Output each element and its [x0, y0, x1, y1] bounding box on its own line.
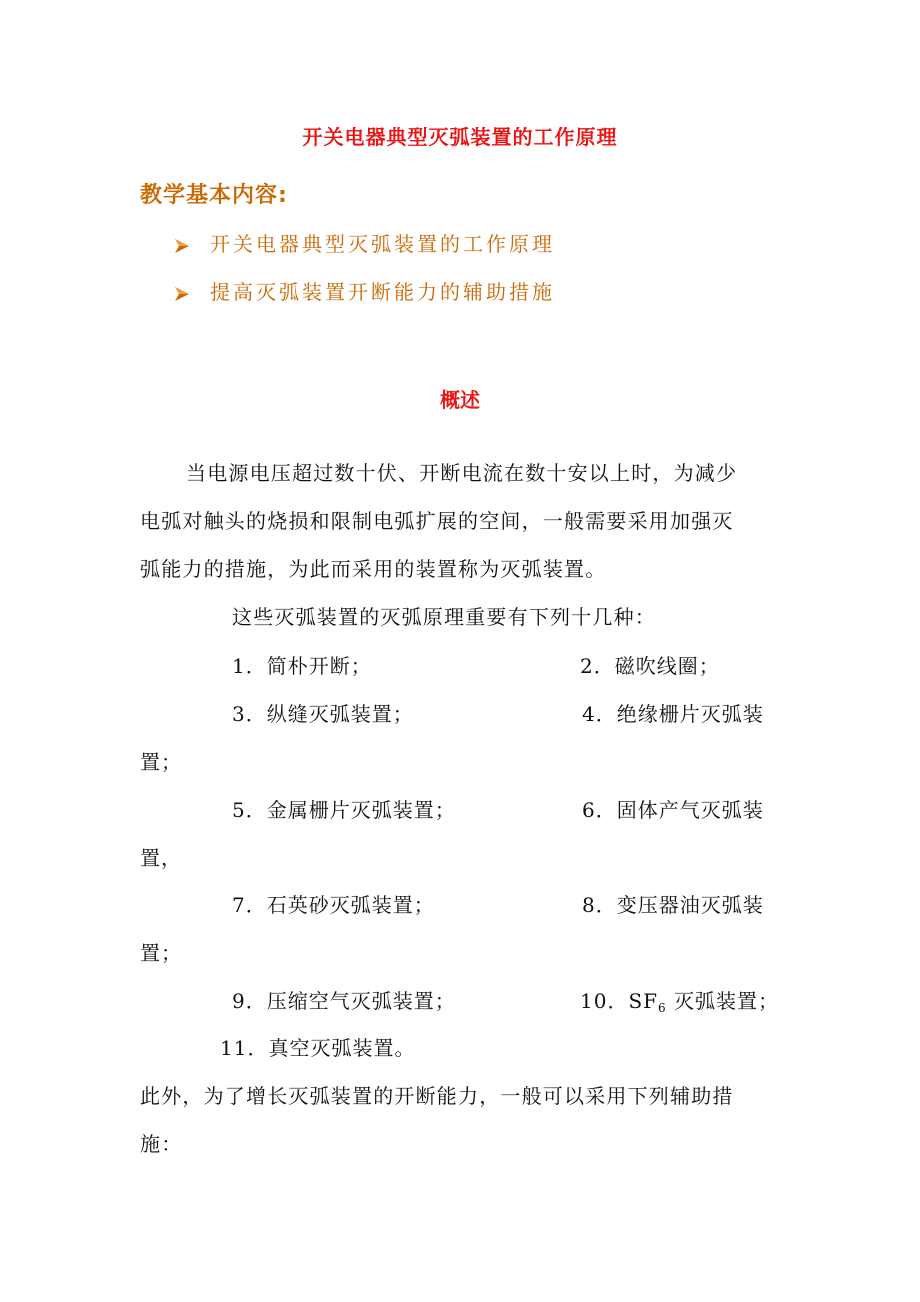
list-item-7: 7．石英砂灭弧装置；: [232, 893, 435, 917]
list-item-4-wrap: 置；: [140, 750, 182, 774]
list-item-8-wrap: 置；: [140, 941, 182, 965]
closing-line-1: 此外，为了增长灭弧装置的开断能力，一般可以采用下列辅助措: [140, 1084, 734, 1108]
list-item-5: 5．金属栅片灭弧装置；: [232, 798, 456, 822]
list-item-11: 11．真空灭弧装置。: [220, 1036, 416, 1060]
document-title: 开关电器典型灭弧装置的工作原理: [302, 125, 618, 149]
paragraph-line-1: 当电源电压超过数十伏、开断电流在数十安以上时，为减少: [186, 461, 738, 485]
arrow-bullet-icon: [174, 283, 190, 299]
list-item-1: 1．简朴开断；: [232, 654, 372, 678]
teaching-content-heading: 教学基本内容:: [140, 183, 288, 208]
teaching-bullet-1: [174, 228, 555, 257]
paragraph-line-2: 电弧对触头的烧损和限制电弧扩展的空间，一般需要采用加强灭: [140, 509, 734, 533]
list-item-9: 9．压缩空气灭弧装置；: [232, 989, 456, 1013]
bullet-text: 提高灭弧装置开断能力的辅助措施: [210, 280, 555, 304]
bullet-text: 开关电器典型灭弧装置的工作原理: [210, 232, 555, 256]
list-item-2: 2．磁吹线圈；: [580, 654, 720, 678]
paragraph-line-3: 弧能力的措施，为此而采用的装置称为灭弧装置。: [140, 557, 607, 581]
list-item-8: 8．变压器油灭弧装: [582, 893, 764, 917]
overview-heading: 概述: [440, 388, 480, 412]
list-item-3: 3．纵缝灭弧装置；: [232, 702, 414, 726]
list-item-6: 6．固体产气灭弧装: [582, 798, 764, 822]
closing-line-2: 施：: [140, 1132, 183, 1156]
arrow-bullet-icon: [174, 235, 190, 251]
list-intro: 这些灭弧装置的灭弧原理重要有下列十几种：: [232, 605, 656, 629]
teaching-bullet-2: [174, 276, 555, 305]
list-item-6-wrap: 置，: [140, 846, 182, 870]
list-item-4: 4．绝缘栅片灭弧装: [582, 702, 764, 726]
list-item-10: 10．$SF_6$ 灭弧装置；: [580, 989, 780, 1015]
